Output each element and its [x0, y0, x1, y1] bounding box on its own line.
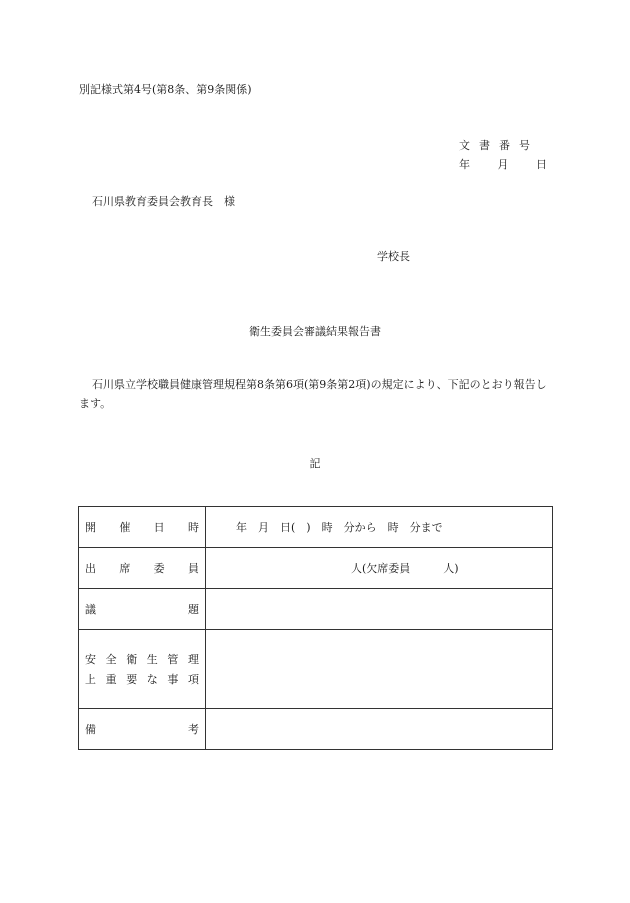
label-char: 衛 [126, 653, 138, 666]
label-char: 議 [85, 603, 96, 616]
label-char: 理 [187, 653, 199, 666]
label-char: 員 [187, 562, 199, 575]
report-title: 衛生委員会審議結果報告書 [249, 325, 381, 338]
label-char: 安 [85, 653, 96, 666]
label-char: な [146, 673, 158, 686]
label-char: 出 [85, 562, 96, 575]
label-char: 日 [153, 521, 165, 534]
label-char: 開 [85, 521, 96, 534]
document-number-label: 文書番号 [459, 139, 539, 152]
agenda-field[interactable] [206, 589, 553, 630]
body-text: 石川県立学校職員健康管理規程第8条第6項(第9条第2項)の規定により、下記のとおり報告します。 [79, 378, 547, 410]
attending-members-field[interactable]: 人(欠席委員 人) [206, 548, 553, 589]
report-table [78, 506, 553, 750]
label-attending-members [79, 548, 206, 589]
label-char: 題 [188, 603, 199, 616]
label-char: 要 [126, 673, 138, 686]
table-row [79, 709, 553, 750]
remarks-field[interactable] [206, 709, 553, 750]
sender: 学校長 [377, 250, 410, 263]
label-char: 備 [85, 723, 96, 736]
label-agenda [79, 589, 206, 630]
form-number: 別記様式第4号(第8条、第9条関係) [79, 83, 252, 96]
label-char: 上 [85, 673, 96, 686]
label-char: 項 [187, 673, 199, 686]
label-char: 時 [187, 521, 199, 534]
label-char: 考 [188, 723, 199, 736]
label-safety-health-matters [79, 630, 206, 709]
label-char: 催 [119, 521, 131, 534]
date-line: 年 月 日 [459, 158, 547, 171]
meeting-datetime-field[interactable]: 年 月 日( ) 時 分から 時 分まで [206, 507, 553, 548]
label-char: 全 [105, 653, 117, 666]
label-char: 管 [167, 653, 179, 666]
label-char: 事 [167, 673, 179, 686]
label-char: 委 [153, 562, 165, 575]
addressee: 石川県教育委員会教育長 様 [92, 195, 235, 208]
table-row [79, 548, 553, 589]
safety-health-matters-field[interactable] [206, 630, 553, 709]
label-char: 重 [105, 673, 117, 686]
label-char: 席 [119, 562, 131, 575]
table-row [79, 630, 553, 709]
label-remarks [79, 709, 206, 750]
ki-marker: 記 [309, 457, 321, 470]
table-row [79, 589, 553, 630]
table-row [79, 507, 553, 548]
label-char: 生 [146, 653, 158, 666]
label-meeting-datetime [79, 507, 206, 548]
